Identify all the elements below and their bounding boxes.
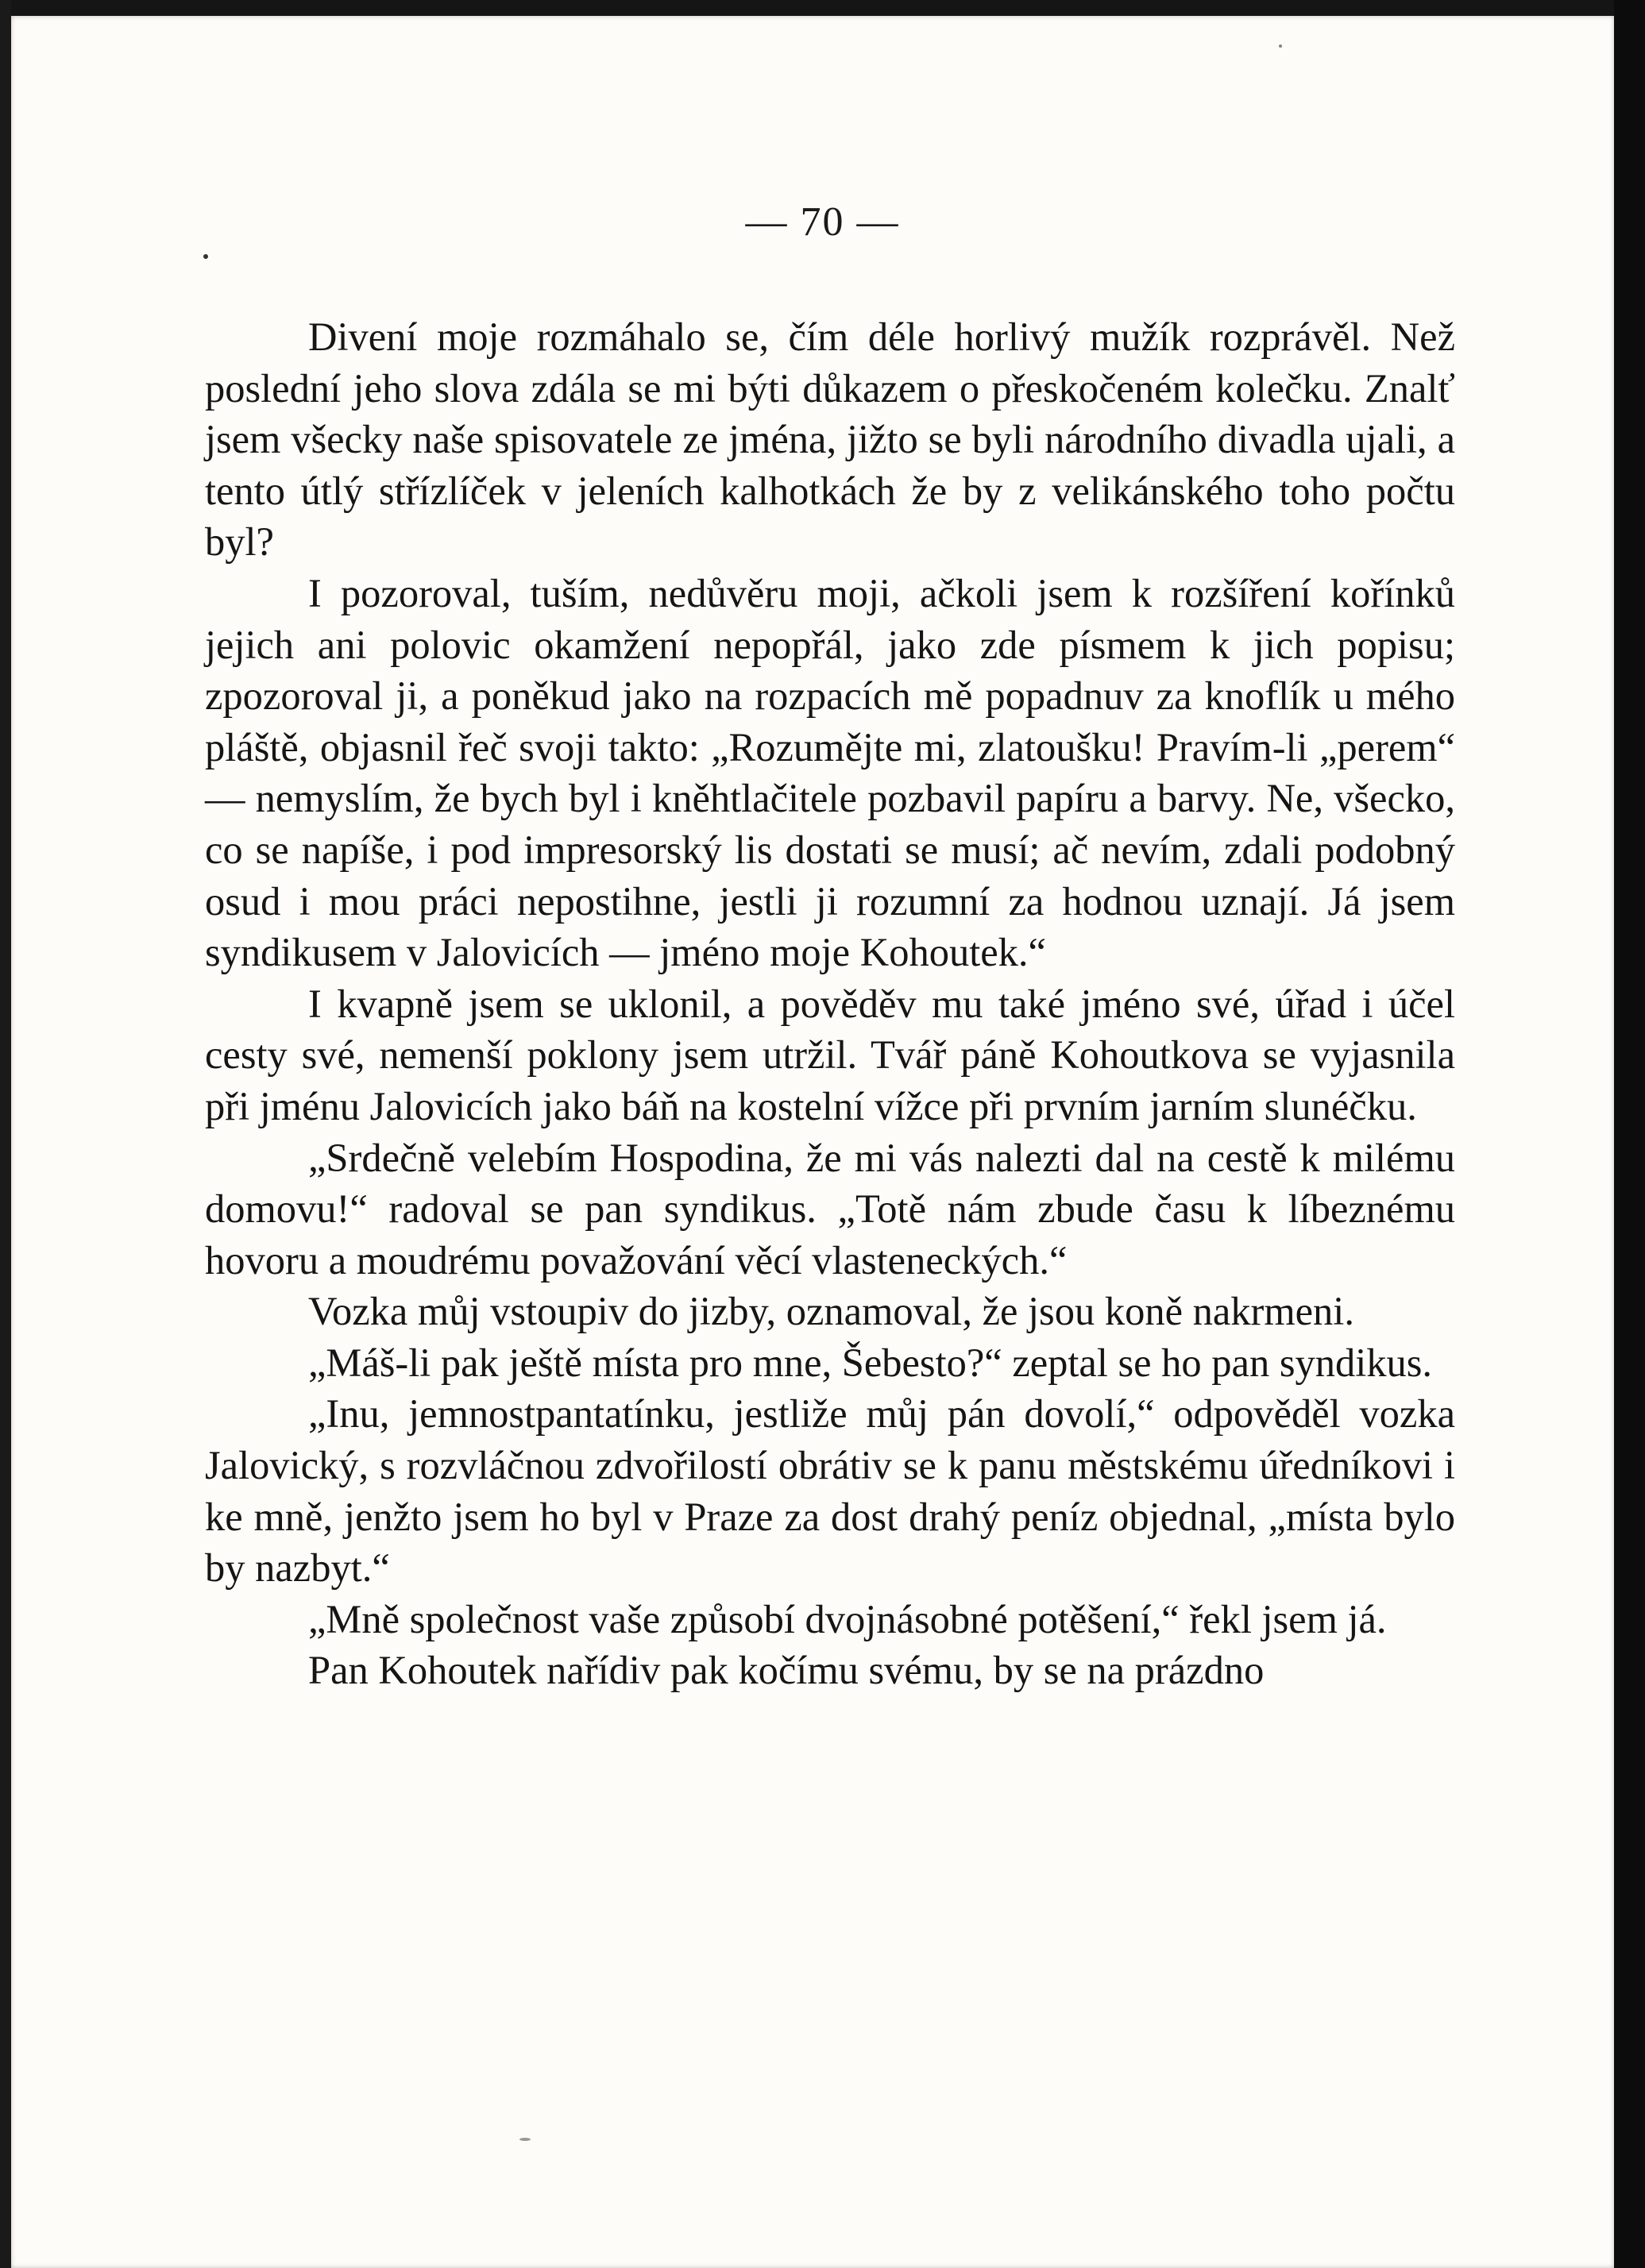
paragraph: Vozka můj vstoupiv do jizby, oznamoval, že jsou koně nakrmeni.	[308, 1289, 1354, 1334]
paragraph: Pan Kohoutek nařídiv pak kočímu svému, by se na prázdno	[308, 1648, 1265, 1693]
paper-speck	[203, 254, 208, 259]
paragraph: I kvapně jsem se uklonil, a pověděv mu také jméno své, úřad i účel cesty své, nemenší poklony jsem utržil. Tvář páně Kohoutkova se vyjasnila při jménu Jalovicích jako báň na kostelní vížce při prvním jarním slunéčku.	[205, 981, 1455, 1128]
paper-speck	[1279, 44, 1282, 48]
paper-speck	[519, 2138, 531, 2141]
paragraph: „Máš-li pak ještě místa pro mne, Šebesto?“ zeptal se ho pan syndikus.	[308, 1340, 1433, 1385]
body-text	[205, 311, 1455, 2042]
paragraph: Divení moje rozmáhalo se, čím déle horlivý mužík rozprávěl. Než poslední jeho slova zdála se mi býti důkazem o přeskočeném kolečku. Znalť jsem všecky naše spisovatele ze jména, jižto se byli národního divadla ujali, a tento útlý střízlíček v jeleních kalhotkách že by z velikánského toho počtu byl?	[205, 314, 1455, 565]
paragraph: I pozoroval, tuším, nedůvěru moji, ačkoli jsem k rozšíření kořínků jejich ani polovic okamžení nepopřál, jako zde písmem k jich popisu; zpozoroval ji, a poněkud jako na rozpacích mě popadnuv za knoflík u mého pláště, objasnil řeč svoji takto: „Rozumějte mi, zlatoušku! Pravím-li „perem“ — nemyslím, že bych byl i kněhtlačitele pozbavil papíru a barvy. Ne, všecko, co se napíše, i pod impresorský lis dostati se musí; ač nevím, zdali podobný osud i mou práci nepostihne, jestli ji rozumní za hodnou uznají. Já jsem syndikusem v Jalovicích — jméno moje Kohoutek.“	[205, 570, 1455, 975]
paragraph: „Inu, jemnostpantatínku, jestliže můj pán dovolí,“ odpověděl vozka Jalovický, s rozvláčnou zdvořilostí obrátiv se k panu městskému úředníkovi i ke mně, jenžto jsem ho byl v Praze za dost drahý peníz objednal, „místa bylo by nazbyt.“	[205, 1391, 1455, 1591]
scan-border-left	[0, 0, 11, 2268]
page-number: — 70 —	[745, 199, 900, 245]
scan-border-right	[1614, 0, 1645, 2268]
scan-border-top	[0, 0, 1645, 16]
paragraph: „Srdečně velebím Hospodina, že mi vás nalezti dal na cestě k milému domovu!“ radoval se pan syndikus. „Totě nám zbude času k líbeznému hovoru a moudrému považování věcí vlasteneckých.“	[205, 1135, 1455, 1282]
paragraph: „Mně společnost vaše způsobí dvojnásobné potěšení,“ řekl jsem já.	[308, 1596, 1387, 1641]
